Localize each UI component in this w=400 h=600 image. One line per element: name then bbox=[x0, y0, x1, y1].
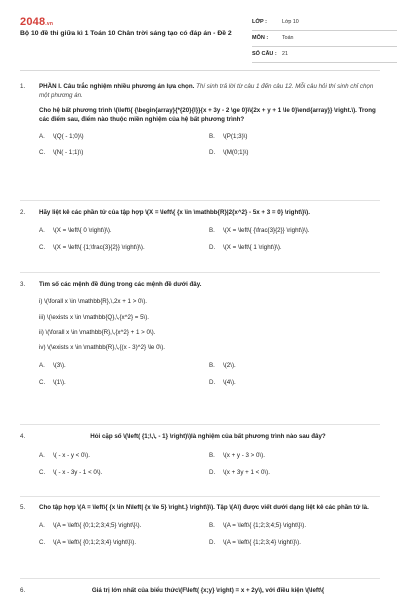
question-text: Cho tập hợp \(A = \left\{ {x \in N\left| {x \le 5} \right.} \right\}\). Tập \(A\) được viết dưới dạng liệt kê các phần tử là. bbox=[39, 504, 369, 511]
option-text: \(x + 3y + 1 < 0\). bbox=[223, 468, 270, 476]
question-number: 6. bbox=[20, 587, 26, 594]
statement: i) \(\forall x \in \mathbb{R},\,2x + 1 > 0\). bbox=[39, 298, 147, 306]
meta-key: MÔN : bbox=[252, 35, 269, 42]
option-c[interactable] bbox=[39, 538, 209, 547]
question-text: Cho hệ bất phương trình \(\left\{ {\begin{array}{*{20}{l}}{x + 3y - 2 \ge 0}\\{2x + y + 1 \le 0}\end{array}} \right.\). Trong các điểm sau, điểm nào thuộc miền nghiệm của hệ bất phương trình? bbox=[39, 106, 376, 123]
option-letter: D. bbox=[209, 149, 216, 157]
question-text: Giá trị lớn nhất của biểu thức\(F\left( {x;y} \right) = x + 2y\), với điều kiện \(\left\{ bbox=[91, 587, 325, 594]
option-text: \(X = \left\{ {1;\frac{3}{2}} \right\}\). bbox=[53, 243, 145, 251]
question-number: 4. bbox=[20, 433, 26, 440]
option-b[interactable] bbox=[209, 451, 377, 460]
meta-value: Lớp 10 bbox=[282, 18, 299, 25]
statement: iv) \(\exists x \in \mathbb{R},\,{(x - 3)^2} \le 0\). bbox=[39, 344, 166, 352]
option-text: \(A = \left\{ {0;1;2;3;4} \right\}\). bbox=[53, 538, 137, 546]
option-text: \(N( - 1;1)\) bbox=[53, 149, 84, 157]
question-divider bbox=[20, 272, 380, 273]
option-letter: C. bbox=[39, 538, 46, 546]
option-letter: B. bbox=[209, 227, 215, 235]
question-body bbox=[39, 208, 377, 252]
section-intro-bold: PHẦN I. Câu trắc nghiệm nhiều phương án lựa chọn. bbox=[39, 83, 195, 90]
question-divider bbox=[20, 578, 380, 579]
question-body bbox=[39, 586, 377, 595]
option-letter: C. bbox=[39, 468, 46, 476]
option-d[interactable] bbox=[209, 468, 377, 477]
option-letter: A. bbox=[39, 227, 45, 235]
statement: iii) \(\exists x \in \mathbb{Q},\,{x^2} = 5\). bbox=[39, 313, 150, 321]
option-letter: A. bbox=[39, 522, 45, 530]
option-text: \(M(0;1)\) bbox=[223, 149, 249, 157]
option-a[interactable] bbox=[39, 226, 209, 235]
option-c[interactable] bbox=[39, 468, 209, 477]
question-body bbox=[39, 82, 377, 158]
option-letter: B. bbox=[209, 133, 215, 141]
option-a[interactable] bbox=[39, 521, 209, 530]
section-intro-italic: Thí sinh trả lời từ câu 1 đến câu 12. Mỗi câu hỏi thí sinh chỉ chọn một phương án. bbox=[39, 83, 374, 100]
option-c[interactable] bbox=[39, 243, 209, 252]
option-letter: D. bbox=[209, 538, 216, 546]
question-body bbox=[39, 432, 377, 477]
option-text: \(1\). bbox=[53, 378, 66, 386]
option-b[interactable] bbox=[209, 361, 377, 370]
header-divider bbox=[20, 70, 380, 71]
answer-options bbox=[39, 132, 377, 158]
option-letter: A. bbox=[39, 452, 45, 460]
question-number: 2. bbox=[20, 209, 26, 216]
option-text: \(A = \left\{ {1;2;3;4;5} \right\}\). bbox=[223, 522, 307, 530]
answer-options bbox=[39, 451, 377, 477]
meta-key: SỐ CÂU : bbox=[252, 51, 277, 58]
option-text: \(3\). bbox=[53, 362, 66, 370]
option-text: \(x + y - 3 > 0\). bbox=[223, 452, 265, 460]
meta-key: LỚP : bbox=[252, 19, 267, 26]
question-body bbox=[39, 280, 377, 387]
option-b[interactable] bbox=[209, 132, 377, 141]
section-intro bbox=[39, 82, 377, 101]
option-letter: C. bbox=[39, 378, 46, 386]
option-text: \(X = \left\{ {\frac{3}{2}} \right\}\). bbox=[223, 227, 310, 235]
option-text: \(4\). bbox=[223, 378, 236, 386]
option-d[interactable] bbox=[209, 378, 377, 387]
option-letter: A. bbox=[39, 362, 45, 370]
answer-options bbox=[39, 226, 377, 252]
option-letter: D. bbox=[209, 378, 216, 386]
option-a[interactable] bbox=[39, 451, 209, 460]
question-divider bbox=[20, 200, 380, 201]
option-text: \( - x - 3y - 1 < 0\). bbox=[53, 468, 103, 476]
question-text: Hãy liệt kê các phần tử của tập hợp \(X = \left\{ {x \in \mathbb{R}|2{x^2} - 5x + 3 = 0} \right\}\). bbox=[39, 209, 310, 216]
question-number: 1. bbox=[20, 83, 26, 90]
option-c[interactable] bbox=[39, 148, 209, 157]
question-divider bbox=[20, 496, 380, 497]
answer-options bbox=[39, 521, 377, 547]
option-letter: B. bbox=[209, 452, 215, 460]
option-text: \(2\). bbox=[223, 362, 236, 370]
option-a[interactable] bbox=[39, 132, 209, 141]
meta-value: 21 bbox=[282, 50, 288, 57]
meta-row-subject bbox=[252, 31, 397, 47]
statement: ii) \(\forall x \in \mathbb{R},\,{x^2} + 1 > 0\). bbox=[39, 328, 156, 336]
option-text: \( - x - y < 0\). bbox=[53, 452, 90, 460]
question-divider bbox=[20, 424, 380, 425]
option-letter: B. bbox=[209, 362, 215, 370]
option-text: \(X = \left\{ 1 \right\}\). bbox=[223, 243, 282, 251]
question-body bbox=[39, 503, 377, 547]
logo-main: 2048 bbox=[20, 16, 46, 28]
question-text: Tìm số các mệnh đề đúng trong các mệnh đề dưới đây. bbox=[39, 281, 202, 288]
meta-row-class bbox=[252, 15, 397, 31]
option-letter: A. bbox=[39, 133, 45, 141]
option-b[interactable] bbox=[209, 226, 377, 235]
exam-header bbox=[20, 14, 380, 62]
option-c[interactable] bbox=[39, 378, 209, 387]
option-b[interactable] bbox=[209, 521, 377, 530]
option-letter: D. bbox=[209, 468, 216, 476]
option-text: \(P(1;3)\) bbox=[223, 133, 248, 141]
option-d[interactable] bbox=[209, 148, 377, 157]
statement-list bbox=[39, 297, 377, 352]
option-d[interactable] bbox=[209, 243, 377, 252]
exam-meta-table bbox=[252, 15, 397, 63]
question-number: 5. bbox=[20, 504, 26, 511]
option-letter: C. bbox=[39, 149, 46, 157]
option-a[interactable] bbox=[39, 361, 209, 370]
option-letter: D. bbox=[209, 243, 216, 251]
option-text: \(A = \left\{ {1;2;3;4} \right\}\). bbox=[223, 538, 301, 546]
question-text: Hỏi cặp số \(\left( {1;\,\, - 1} \right)\)là nghiệm của bất phương trình nào sau đây? bbox=[90, 433, 326, 440]
question-number: 3. bbox=[20, 281, 26, 288]
answer-options bbox=[39, 361, 377, 387]
logo-suffix: .vn bbox=[45, 21, 54, 27]
option-text: \(X = \left\{ 0 \right\}\). bbox=[53, 227, 112, 235]
option-letter: B. bbox=[209, 522, 215, 530]
document-title: Bộ 10 đề thi giữa kì 1 Toán 10 Chân trời sáng tạo có đáp án - Đề 2 bbox=[20, 30, 232, 37]
option-text: \(A = \left\{ {0;1;2;3;4;5} \right\}\). bbox=[53, 522, 142, 530]
option-letter: C. bbox=[39, 243, 46, 251]
meta-value: Toán bbox=[282, 34, 294, 41]
option-text: \(Q( - 1;0)\) bbox=[53, 133, 84, 141]
option-d[interactable] bbox=[209, 538, 377, 547]
meta-row-count bbox=[252, 47, 397, 63]
